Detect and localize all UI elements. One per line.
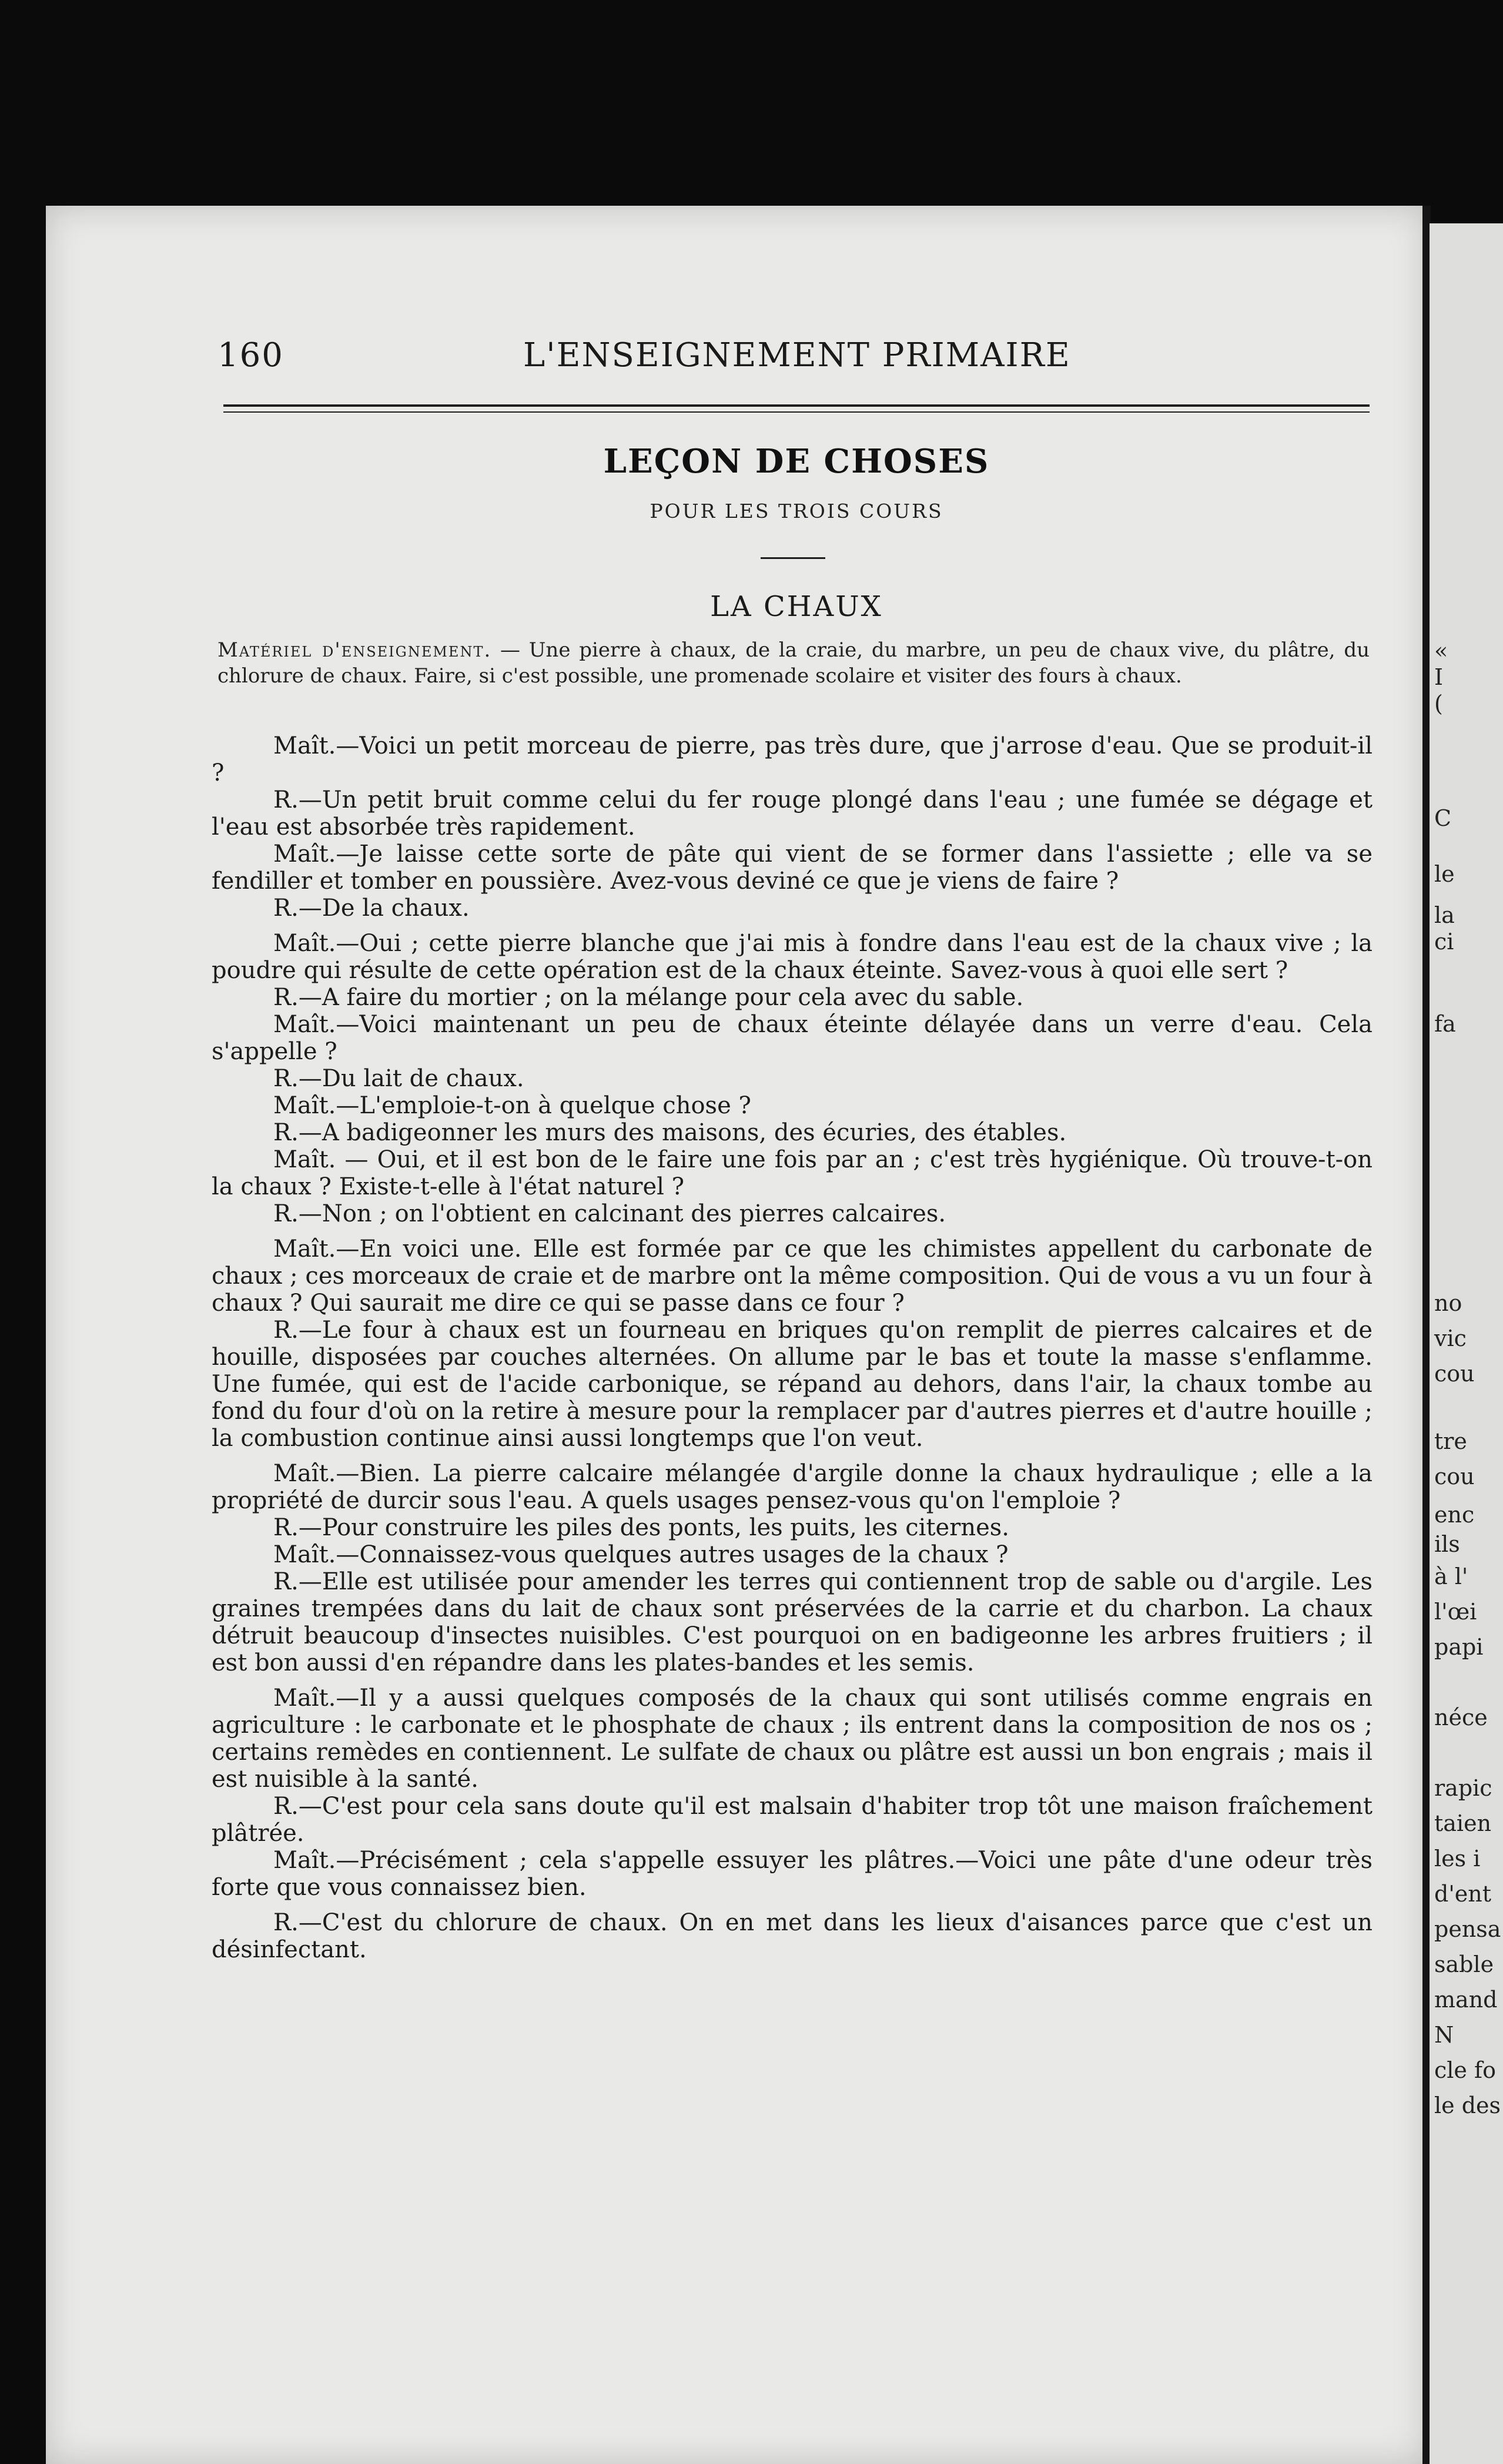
right-page-fragment: enc: [1434, 1502, 1475, 1528]
book-page-right: [1430, 223, 1503, 2464]
materiel-label: Matériel d'enseignement.: [217, 638, 492, 662]
dialogue-paragraph: R.—Du lait de chaux.: [273, 1065, 524, 1092]
dialogue-paragraph: Maît.—Bien. La pierre calcaire mélangée d'argile donne la chaux hydraulique ; elle a la propriété de durcir sous l'eau. A quels usages pensez-vous qu'on l'emploie ?: [212, 1460, 1373, 1514]
right-page-fragment: C: [1434, 805, 1452, 831]
section-subtitle: POUR LES TROIS COURS: [650, 500, 943, 523]
dialogue-paragraph: R.—De la chaux.: [273, 895, 470, 922]
right-page-fragment: le: [1434, 861, 1455, 887]
running-title: L'ENSEIGNEMENT PRIMAIRE: [523, 336, 1071, 374]
dialogue-paragraph: Maît.—Il y a aussi quelques composés de la chaux qui sont utilisés comme engrais en agriculture : le carbonate et le phosphate de chaux ; ils entrent dans la composition de nos os ; certains remèdes en contiennent. Le sulfate de chaux ou plâtre est aussi un bon engrais ; mais il est nuisible à la santé.: [212, 1685, 1373, 1793]
header-rule: [223, 404, 1370, 407]
section-title: LEÇON DE CHOSES: [603, 442, 990, 481]
right-page-fragment: cle fo: [1434, 2057, 1496, 2083]
right-page-fragment: fa: [1434, 1011, 1456, 1037]
header-rule-thin: [223, 411, 1370, 413]
right-page-fragment: à l': [1434, 1564, 1468, 1589]
right-page-fragment: «: [1434, 638, 1448, 664]
right-page-fragment: taien: [1434, 1810, 1492, 1836]
right-page-fragment: cou: [1434, 1361, 1475, 1387]
right-page-fragment: rapic: [1434, 1775, 1492, 1801]
dialogue-paragraph: Maît.—Précisément ; cela s'appelle essuyer les plâtres.—Voici une pâte d'une odeur très forte que vous connaissez bien.: [212, 1847, 1373, 1901]
page-number: 160: [217, 336, 284, 374]
dialogue-paragraph: Maît.—Oui ; cette pierre blanche que j'ai mis à fondre dans l'eau est de la chaux vive ; la poudre qui résulte de cette opération est de la chaux éteinte. Savez-vous à quoi elle sert ?: [212, 930, 1373, 984]
dialogue-paragraph: Maît. — Oui, et il est bon de le faire une fois par an ; c'est très hygiénique. Où trouve-t-on la chaux ? Existe-t-elle à l'état naturel ?: [212, 1146, 1373, 1200]
dialogue-body: [212, 732, 1373, 1963]
dialogue-paragraph: R.—Pour construire les piles des ponts, les puits, les citernes.: [273, 1514, 1009, 1541]
dialogue-paragraph: Maît.—Je laisse cette sorte de pâte qui vient de se former dans l'assiette ; elle va se fendiller et tomber en poussière. Avez-vous deviné ce que je viens de faire ?: [212, 841, 1373, 895]
dialogue-paragraph: R.—A badigeonner les murs des maisons, des écuries, des étables.: [273, 1119, 1067, 1146]
dialogue-paragraph: R.—Un petit bruit comme celui du fer rouge plongé dans l'eau ; une fumée se dégage et l'eau est absorbée très rapidement.: [212, 786, 1373, 841]
right-page-fragment: l'œi: [1434, 1599, 1477, 1625]
right-page-fragment: mand: [1434, 1987, 1498, 2013]
dialogue-paragraph: Maît.—L'emploie-t-on à quelque chose ?: [273, 1092, 751, 1119]
right-page-fragment: papi: [1434, 1634, 1484, 1660]
right-page-fragment: cou: [1434, 1464, 1475, 1489]
right-page-fragment: N: [1434, 2022, 1454, 2048]
materiel-paragraph: [217, 637, 1370, 689]
right-page-fragment: I: [1434, 664, 1444, 690]
dialogue-paragraph: R.—C'est pour cela sans doute qu'il est malsain d'habiter trop tôt une maison fraîchement plâtrée.: [212, 1793, 1373, 1847]
right-page-fragment: vic: [1434, 1325, 1467, 1351]
materiel-text: — Une pierre à chaux, de la craie, du marbre, un peu de chaux vive, du plâtre, du chlorure de chaux. Faire, si c'est possible, une promenade scolaire et visiter des fours à chaux.: [217, 638, 1370, 688]
right-page-fragment: le des: [1434, 2093, 1501, 2118]
right-page-fragment: la: [1434, 902, 1455, 928]
right-page-fragment: sable: [1434, 1951, 1494, 1977]
dialogue-paragraph: Maît.—En voici une. Elle est formée par ce que les chimistes appellent du carbonate de chaux ; ces morceaux de craie et de marbre ont la même composition. Qui de vous a vu un four à chaux ? Qui saurait me dire ce qui se passe dans ce four ?: [212, 1236, 1373, 1317]
dialogue-paragraph: R.—Elle est utilisée pour amender les terres qui contiennent trop de sable ou d'argile. Les graines trempées dans du lait de chaux sont préservées de la carrie et du charbon. La chaux détruit beaucoup d'insectes nuisibles. C'est pourquoi on en badigeonne les arbres fruitiers ; il est bon aussi d'en répandre dans les plates-bandes et les semis.: [212, 1568, 1373, 1676]
right-page-fragment: tre: [1434, 1428, 1467, 1454]
right-page-fragment: pensa: [1434, 1916, 1501, 1942]
right-page-fragment: ci: [1434, 929, 1454, 955]
dialogue-paragraph: R.—Non ; on l'obtient en calcinant des pierres calcaires.: [273, 1200, 946, 1227]
right-page-fragment: ils: [1434, 1531, 1460, 1557]
right-page-fragment: (: [1434, 691, 1443, 717]
right-page-fragment: no: [1434, 1290, 1462, 1316]
right-page-fragment: néce: [1434, 1705, 1488, 1730]
dialogue-paragraph: Maît.—Connaissez-vous quelques autres usages de la chaux ?: [273, 1541, 1009, 1568]
dialogue-paragraph: Maît.—Voici un petit morceau de pierre, pas très dure, que j'arrose d'eau. Que se produit-il ?: [212, 732, 1373, 786]
dialogue-paragraph: Maît.—Voici maintenant un peu de chaux éteinte délayée dans un verre d'eau. Cela s'appelle ?: [212, 1011, 1373, 1065]
separator-rule: [761, 557, 825, 559]
lesson-title: LA CHAUX: [710, 590, 883, 623]
right-page-fragment: les i: [1434, 1846, 1481, 1872]
dialogue-paragraph: R.—C'est du chlorure de chaux. On en met dans les lieux d'aisances parce que c'est un désinfectant.: [212, 1909, 1373, 1963]
right-page-fragment: d'ent: [1434, 1881, 1492, 1907]
dialogue-paragraph: R.—Le four à chaux est un fourneau en briques qu'on remplit de pierres calcaires et de houille, disposées par couches alternées. On allume par le bas et toute la masse s'enflamme. Une fumée, qui est de l'acide carbonique, se répand au dehors, dans l'air, la chaux tombe au fond du four d'où on la retire à mesure pour la remplacer par d'autres pierres et d'autre houille ; la combustion continue ainsi aussi longtemps que l'on veut.: [212, 1317, 1373, 1452]
dialogue-paragraph: R.—A faire du mortier ; on la mélange pour cela avec du sable.: [273, 984, 1024, 1011]
